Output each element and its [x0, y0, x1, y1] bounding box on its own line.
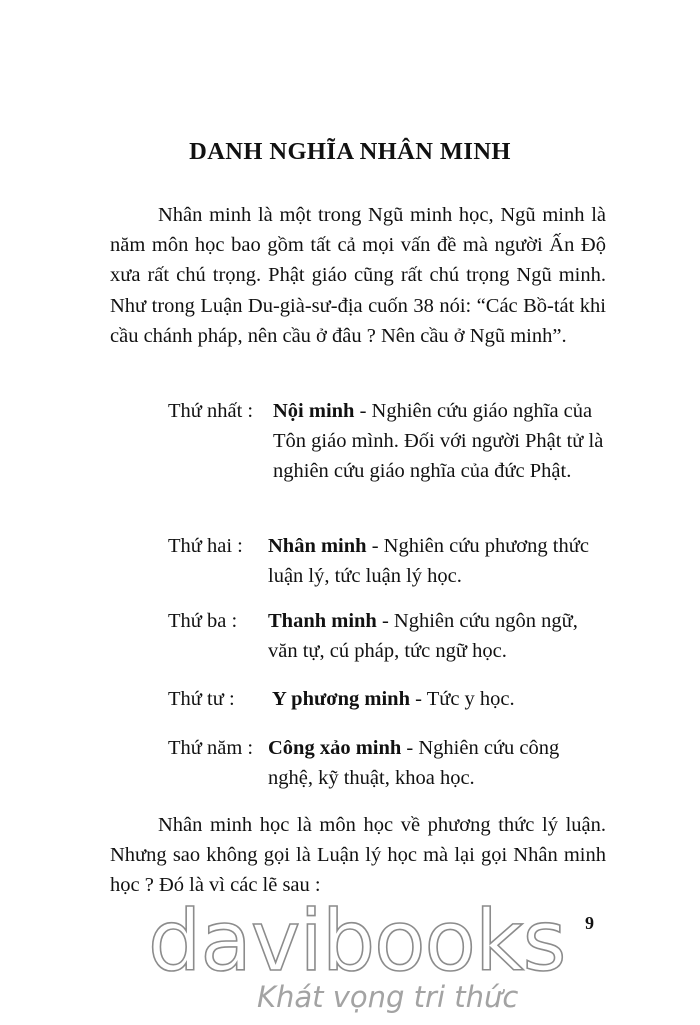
item-term: Thanh minh	[268, 610, 377, 632]
item-description: - Nghiên cứu giáo nghĩa của Tôn giáo mình. Đối với người Phật tử là nghiên cứu giáo nghĩa của đức Phật.	[273, 400, 604, 482]
item-body	[273, 396, 608, 486]
item-description: - Nghiên cứu ngôn ngữ, văn tự, cú pháp, tức ngữ học.	[268, 610, 578, 662]
item-label: Thứ ba :	[168, 610, 238, 632]
item-label: Thứ tư :	[168, 688, 235, 710]
item-body	[268, 733, 608, 793]
item-term: Công xảo minh	[268, 737, 402, 759]
item-term: Y phương minh	[272, 688, 410, 710]
item-label: Thứ nhất :	[168, 400, 254, 422]
item-label: Thứ hai :	[168, 535, 243, 557]
item-label: Thứ năm :	[168, 737, 254, 759]
intro-paragraph: Nhân minh là một trong Ngũ minh học, Ngũ minh là năm môn học bao gồm tất cả mọi vấn đề mà người Ấn Độ xưa rất chú trọng. Phật giáo cũng rất chú trọng Ngũ minh. Như trong Luận Du-già-sư-địa cuốn 38 nói: “Các Bồ-tát khi cầu chánh pháp, nên cầu ở đâu ? Nên cầu ở Ngũ minh”.	[110, 204, 606, 347]
closing-paragraph: Nhân minh học là môn học về phương thức lý luận. Nhưng sao không gọi là Luận lý học mà lại gọi Nhân minh học ? Đó là vì các lẽ sau :	[110, 814, 606, 897]
item-description: - Tức y học.	[409, 688, 515, 710]
watermark	[0, 880, 700, 1025]
item-term: Nội minh	[273, 400, 355, 422]
item-description: - Nghiên cứu phương thức luận lý, tức luận lý học.	[268, 535, 589, 587]
item-description: - Nghiên cứu công nghệ, kỹ thuật, khoa học.	[268, 737, 560, 789]
item-body	[268, 531, 608, 591]
item-body	[268, 606, 608, 666]
watermark-brand: davibooks	[148, 892, 566, 990]
chapter-title: DANH NGHĨA NHÂN MINH	[189, 138, 511, 165]
watermark-tagline: Khát vọng tri thức	[257, 980, 519, 1014]
item-term: Nhân minh	[268, 535, 367, 557]
page-number: 9	[585, 913, 594, 933]
item-body	[272, 684, 608, 714]
